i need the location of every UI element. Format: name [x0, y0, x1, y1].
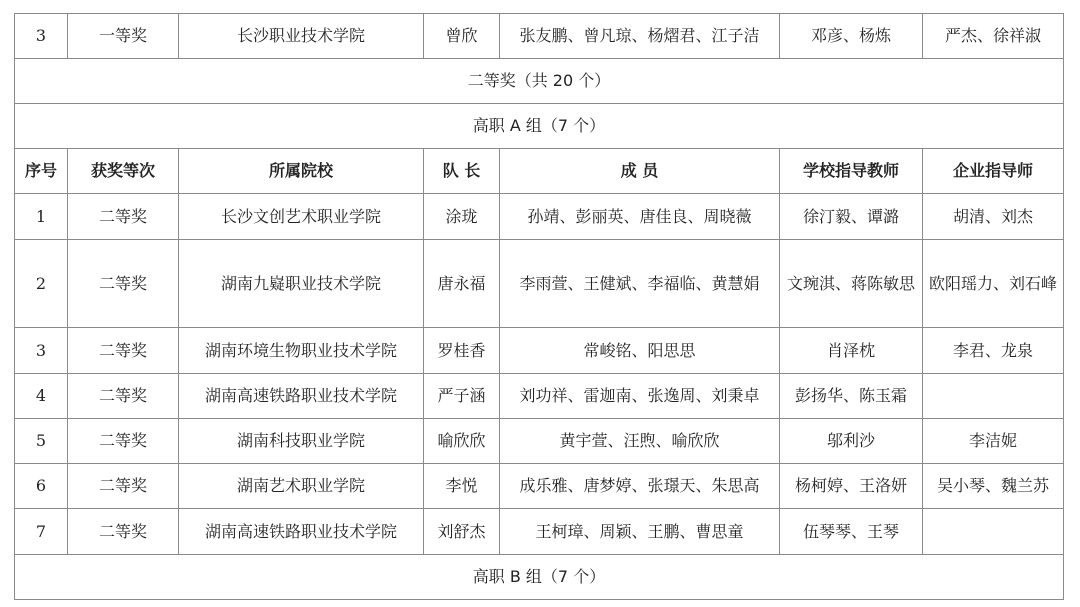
award-level: 二等奖: [68, 509, 179, 555]
row-index: 2: [15, 240, 68, 328]
school-advisors: 杨柯婷、王洛妍: [780, 464, 923, 509]
school-advisors: 文琬淇、蒋陈敏思: [780, 240, 923, 328]
group-heading-row: [15, 555, 1064, 600]
award-level: 二等奖: [68, 374, 179, 419]
column-header-row: [15, 149, 1064, 194]
second-prize-heading: 二等奖（共 20 个）: [15, 59, 1064, 104]
members: 常峻铭、阳思思: [500, 328, 780, 374]
row-index: 4: [15, 374, 68, 419]
enterprise-advisors: [923, 509, 1064, 555]
award-level: 二等奖: [68, 240, 179, 328]
school-name: 长沙职业技术学院: [179, 14, 424, 59]
row-index: 3: [15, 14, 68, 59]
table-row: [15, 328, 1064, 374]
table-row: [15, 14, 1064, 59]
group-a-heading: 高职 A 组（7 个）: [15, 104, 1064, 149]
school-advisors: 徐汀毅、谭潞: [780, 194, 923, 240]
column-header-school: 所属院校: [179, 149, 424, 194]
row-index: 6: [15, 464, 68, 509]
table-row: [15, 194, 1064, 240]
table-row: [15, 419, 1064, 464]
school-name: 湖南艺术职业学院: [179, 464, 424, 509]
enterprise-advisors: 严杰、徐祥淑: [923, 14, 1064, 59]
school-name: 长沙文创艺术职业学院: [179, 194, 424, 240]
column-header-school-advisors: 学校指导教师: [780, 149, 923, 194]
captain-name: 曾欣: [424, 14, 500, 59]
school-name: 湖南九嶷职业技术学院: [179, 240, 424, 328]
captain-name: 唐永福: [424, 240, 500, 328]
table-row: [15, 509, 1064, 555]
column-header-level: 获奖等次: [68, 149, 179, 194]
school-advisors: 伍琴琴、王琴: [780, 509, 923, 555]
members: 张友鹏、曾凡琼、杨熠君、江子洁: [500, 14, 780, 59]
award-level: 一等奖: [68, 14, 179, 59]
table-row: [15, 240, 1064, 328]
captain-name: 刘舒杰: [424, 509, 500, 555]
members: 王柯璋、周颖、王鹏、曹思童: [500, 509, 780, 555]
column-header-enterprise-advisors: 企业指导师: [923, 149, 1064, 194]
award-level: 二等奖: [68, 464, 179, 509]
enterprise-advisors: [923, 374, 1064, 419]
school-name: 湖南科技职业学院: [179, 419, 424, 464]
column-header-index: 序号: [15, 149, 68, 194]
row-index: 3: [15, 328, 68, 374]
award-level: 二等奖: [68, 194, 179, 240]
table-row: [15, 374, 1064, 419]
awards-table: [14, 13, 1064, 600]
school-advisors: 邓彦、杨炼: [780, 14, 923, 59]
captain-name: 喻欣欣: [424, 419, 500, 464]
members: 刘功祥、雷迦南、张逸周、刘秉卓: [500, 374, 780, 419]
group-heading-row: [15, 104, 1064, 149]
award-level: 二等奖: [68, 328, 179, 374]
school-advisors: 彭扬华、陈玉霜: [780, 374, 923, 419]
row-index: 5: [15, 419, 68, 464]
members: 成乐雅、唐梦婷、张璟天、朱思高: [500, 464, 780, 509]
row-index: 1: [15, 194, 68, 240]
captain-name: 涂珑: [424, 194, 500, 240]
section-heading-row: [15, 59, 1064, 104]
captain-name: 罗桂香: [424, 328, 500, 374]
school-name: 湖南高速铁路职业技术学院: [179, 374, 424, 419]
award-level: 二等奖: [68, 419, 179, 464]
column-header-members: 成 员: [500, 149, 780, 194]
enterprise-advisors: 李洁妮: [923, 419, 1064, 464]
school-advisors: 肖泽枕: [780, 328, 923, 374]
column-header-captain: 队 长: [424, 149, 500, 194]
captain-name: 李悦: [424, 464, 500, 509]
group-b-heading: 高职 B 组（7 个）: [15, 555, 1064, 600]
school-name: 湖南高速铁路职业技术学院: [179, 509, 424, 555]
school-advisors: 邬利沙: [780, 419, 923, 464]
members: 孙靖、彭丽英、唐佳良、周晓薇: [500, 194, 780, 240]
table-row: [15, 464, 1064, 509]
enterprise-advisors: 李君、龙泉: [923, 328, 1064, 374]
enterprise-advisors: 欧阳瑶力、刘石峰: [923, 240, 1064, 328]
enterprise-advisors: 胡清、刘杰: [923, 194, 1064, 240]
row-index: 7: [15, 509, 68, 555]
members: 黄宇萱、汪煦、喻欣欣: [500, 419, 780, 464]
enterprise-advisors: 吴小琴、魏兰苏: [923, 464, 1064, 509]
captain-name: 严子涵: [424, 374, 500, 419]
school-name: 湖南环境生物职业技术学院: [179, 328, 424, 374]
members: 李雨萱、王健斌、李福临、黄慧娟: [500, 240, 780, 328]
